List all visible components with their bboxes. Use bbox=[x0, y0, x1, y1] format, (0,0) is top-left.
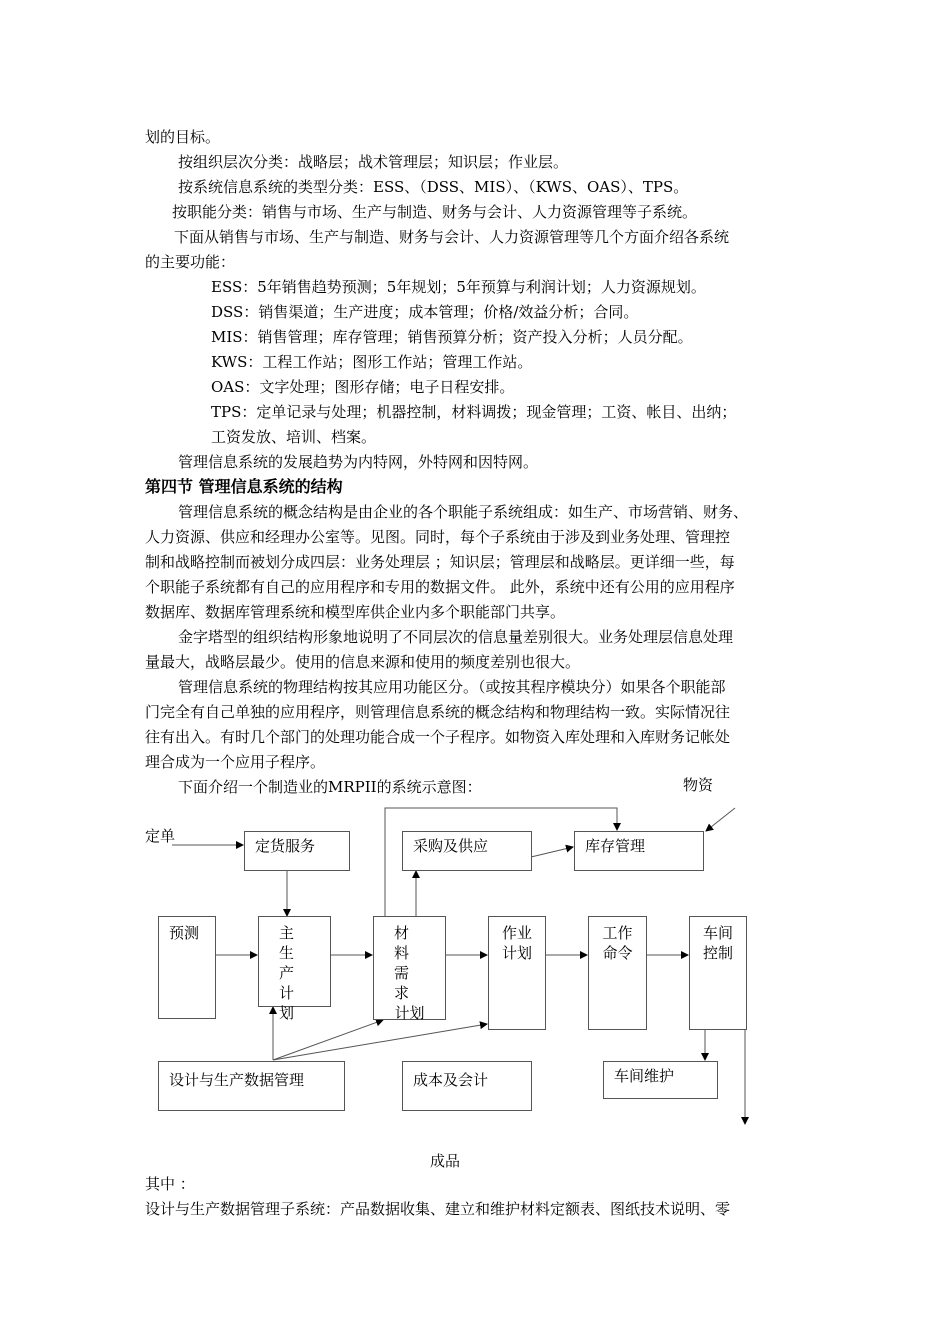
text-line: 其中 ： bbox=[145, 1175, 195, 1193]
box-inventory: 库存管理 bbox=[574, 831, 704, 871]
text-line: 管理信息系统的概念结构是由企业的各个职能子系统组成：如生产、市场营销、财务、 bbox=[178, 503, 749, 521]
arrow-design-to-op bbox=[273, 1024, 487, 1060]
text-line: 人力资源、供应和经理办公室等。见图。同时，每个子系统由于涉及到业务处理、管理控 bbox=[145, 528, 731, 546]
label-material: 物资 bbox=[683, 776, 714, 794]
box-cost-accounting: 成本及会计 bbox=[402, 1061, 532, 1111]
text-line: 下面介绍一个制造业的MRPII的系统示意图： bbox=[178, 778, 482, 796]
text-line: 个职能子系统都有自己的应用程序和专用的数据文件。 此外，系统中还有公用的应用程序 bbox=[145, 578, 735, 596]
box-operation-plan: 作业 计划 bbox=[488, 916, 546, 1030]
text-line: 按系统信息系统的类型分类：ESS、（DSS、MIS）、（KWS、OAS）、TPS。 bbox=[178, 178, 689, 196]
arrow-material-to-inventory bbox=[706, 808, 735, 831]
text-line: 设计与生产数据管理子系统：产品数据收集、建立和维护材料定额表、图纸技术说明、零 bbox=[145, 1200, 731, 1218]
text-line: DSS：销售渠道；生产进度；成本管理；价格/效益分析；合同。 bbox=[211, 303, 639, 321]
text-line: 门完全有自己单独的应用程序，则管理信息系统的概念结构和物理结构一致。实际情况往 bbox=[145, 703, 731, 721]
box-work-order: 工作 命令 bbox=[588, 916, 647, 1030]
text-line: OAS：文字处理；图形存储；电子日程安排。 bbox=[211, 378, 515, 396]
arrow-design-to-mrp bbox=[273, 1020, 383, 1060]
text-line: 制和战略控制而被划分成四层：业务处理层 ；知识层；管理层和战略层。更详细一些，每 bbox=[145, 553, 735, 571]
text-line: 量最大，战略层最少。使用的信息来源和使用的频度差别也很大。 bbox=[145, 653, 581, 671]
box-master-production-schedule: 主 生 产 计 划 bbox=[258, 916, 331, 1007]
box-shop-control: 车间 控制 bbox=[689, 916, 747, 1030]
text-line: 管理信息系统的物理结构按其应用功能区分。（或按其程序模块分）如果各个职能部 bbox=[178, 678, 726, 696]
box-material-requirements-plan: 材 料 需 求 计划 bbox=[373, 916, 446, 1020]
label-finished-product: 成品 bbox=[430, 1152, 461, 1170]
text-line: KWS：工程工作站；图形工作站；管理工作站。 bbox=[211, 353, 533, 371]
box-forecast: 预测 bbox=[158, 916, 216, 1019]
section-heading: 第四节 管理信息系统的结构 bbox=[145, 477, 343, 496]
text-line: 工资发放、培训、档案。 bbox=[211, 428, 377, 446]
label-order: 定单 bbox=[145, 827, 176, 845]
text-line: MIS：销售管理；库存管理；销售预算分析；资产投入分析；人员分配。 bbox=[211, 328, 693, 346]
text-line: 的主要功能： bbox=[145, 253, 236, 271]
box-order-service: 定货服务 bbox=[244, 831, 350, 871]
text-line: 理合成为一个应用子程序。 bbox=[145, 753, 326, 771]
text-line: 下面从销售与市场、生产与制造、财务与会计、人力资源管理等几个方面介绍各系统 bbox=[174, 228, 730, 246]
text-line: 按组织层次分类：战略层；战术管理层；知识层；作业层。 bbox=[178, 153, 569, 171]
text-line: 往有出入。有时几个部门的处理功能合成一个子程序。如物资入库处理和入库财务记帐处 bbox=[145, 728, 731, 746]
text-line: TPS：定单记录与处理；机器控制，材料调拨；现金管理；工资、帐目、出纳； bbox=[211, 403, 737, 421]
text-line: 按职能分类：销售与市场、生产与制造、财务与会计、人力资源管理等子系统。 bbox=[172, 203, 698, 221]
box-design-production-data: 设计与生产数据管理 bbox=[158, 1061, 345, 1111]
text-line: 数据库、数据库管理系统和模型库供企业内多个职能部门共享。 bbox=[145, 603, 566, 621]
box-shop-maintenance: 车间维护 bbox=[603, 1061, 718, 1099]
text-line: 管理信息系统的发展趋势为内特网，外特网和因特网。 bbox=[178, 453, 539, 471]
text-line: ESS：5年销售趋势预测；5年规划；5年预算与利润计划；人力资源规划。 bbox=[211, 278, 706, 296]
box-purchase-supply: 采购及供应 bbox=[402, 831, 532, 871]
text-line: 金字塔型的组织结构形象地说明了不同层次的信息量差别很大。业务处理层信息处理 bbox=[178, 628, 734, 646]
arrow-purchase-to-inventory bbox=[531, 847, 573, 857]
text-line: 划的目标。 bbox=[145, 128, 221, 146]
